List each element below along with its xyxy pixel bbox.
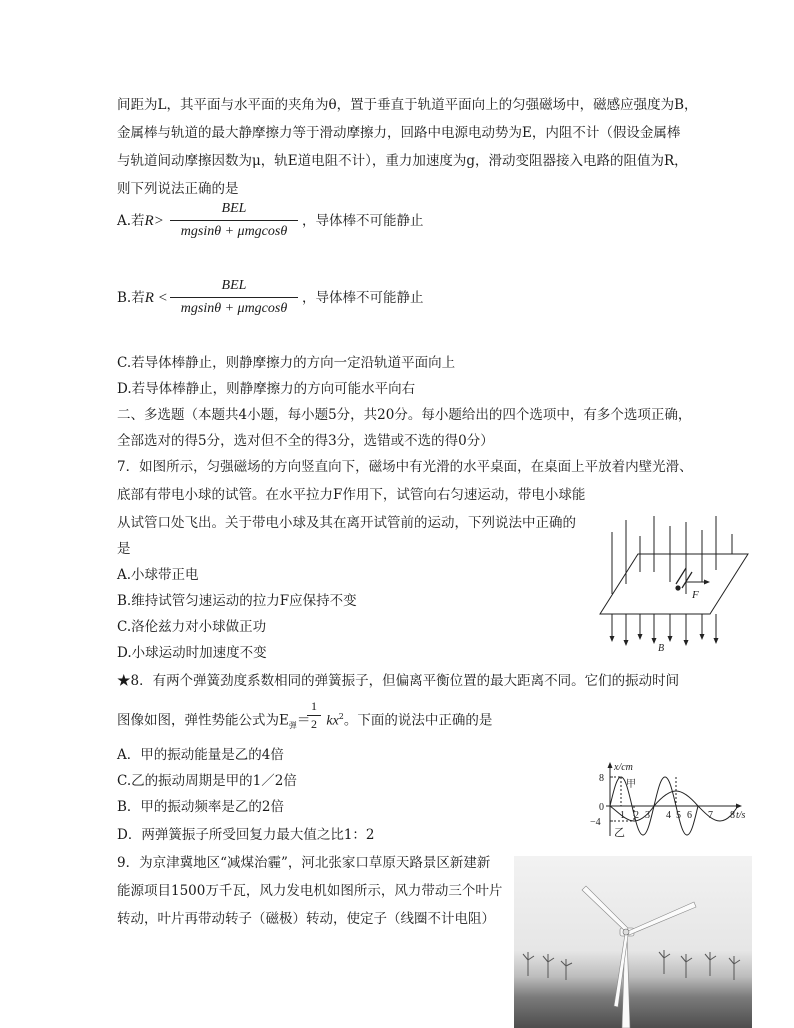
t-tick-5: 5 [676,810,681,821]
y-axis-arrow [608,762,613,768]
q7-option-c: C.洛伦兹力对小球做正功 [117,619,267,635]
q6-a-prefix: A.若 [117,213,145,229]
fraction-bar [170,297,298,298]
label-jia: 甲 [626,779,636,790]
section2-line-2: 全部选对的得5分，选对但不全的得3分，选错或不选的得0分） [117,433,494,449]
q7-stem-line-2: 底部有带电小球的试管。在水平拉力F作用下，试管向右匀速运动，带电小球能 [117,487,586,503]
q6-option-d: D.若导体棒静止，则静摩擦力的方向可能水平向右 [117,381,416,397]
t-tick-6: 6 [687,810,692,821]
t-tick-4: 4 [666,810,671,821]
q6-b-suffix: ，导体棒不可能静止 [302,290,424,306]
tick-8 [610,777,613,778]
tick-neg4 [610,821,613,822]
t-tick-3: 3 [645,810,650,821]
q6-a-fraction [170,201,298,240]
q8-half-fraction [307,700,321,731]
q6-b-fraction [170,278,298,317]
wind-turbine-icon [514,856,752,1028]
q6-option-c: C.若导体棒静止，则静摩擦力的方向一定沿轨道平面向上 [117,355,456,371]
q8-formula-subscript: 弹 [288,721,297,731]
q8-formula-kx: kx [326,713,339,729]
field-label: B [658,643,665,652]
y-tick-neg4: −4 [590,817,601,828]
charged-ball [675,585,680,590]
fraction-bar [170,220,298,221]
q8-half-numerator: 1 [311,699,317,713]
q8-formula-suffix: 。下面的说法中正确的是 [343,712,493,729]
q7-option-d: D.小球运动时加速度不变 [117,645,267,661]
q6-stem-line-4: 则下列说法正确的是 [117,181,239,197]
q8-option-b: B．甲的振动频率是乙的2倍 [117,799,285,815]
t-axis-arrow [736,804,742,809]
q7-option-b: B.维持试管匀速运动的拉力F应保持不变 [117,593,357,609]
q8-vibration-graph [588,760,754,842]
q6-a-numerator: BEL [221,201,247,216]
q6-b-denominator: mgsinθ + μmgcosθ [180,301,288,316]
q8-half-denominator: 2 [311,717,317,731]
q8-option-c: C.乙的振动周期是甲的1／2倍 [117,773,297,789]
q6-b-prefix: B.若 [117,290,145,306]
q8-formula-equals: ＝ [296,712,311,729]
q7-stem-line-1: 7．如图所示，匀强磁场的方向竖直向下，磁场中有光滑的水平桌面，在桌面上平放着内壁光滑、 [117,459,693,475]
q8-stem-line-2 [117,708,492,735]
q9-stem-line-1: 9．为京津冀地区“减煤治霾”，河北张家口草原天路景区新建新 [117,855,491,871]
t-tick-2: 2 [634,810,639,821]
q6-option-b [117,289,168,307]
q9-stem-line-2: 能源项目1500万千瓦，风力发电机如图所示，风力带动三个叶片 [117,883,503,899]
q6-stem-line-2: 金属棒与轨道的最大静摩擦力等于滑动摩擦力，回路中电源电动势为E，内阻不计（假设金属棒 [117,125,681,141]
table-surface [600,554,748,614]
t-tick-1: 1 [620,810,625,821]
q6-b-numerator: BEL [221,278,247,293]
q9-stem-line-3: 转动，叶片再带动转子（磁极）转动，使定子（线圈不计电阻） [117,911,495,927]
q8-formula-square: 2 [338,712,344,721]
section2-line-1: 二、多选题（本题共4小题，每小题5分，共20分。每小题给出的四个选项中，有多个选项正确， [117,407,692,423]
q8-option-a: A．甲的振动能量是乙的4倍 [117,747,284,763]
q6-a-suffix: ，导体棒不可能静止 [302,213,424,229]
q6-stem-line-1: 间距为L，其平面与水平面的夹角为θ，置于垂直于轨道平面向上的匀强磁场中，磁感应强度为B， [117,97,698,113]
force-label: F [692,589,699,601]
q7-stem-line-3: 从试管口处飞出。关于带电小球及其在离开试管前的运动，下列说法中正确的 [117,515,576,531]
q7-stem-line-4: 是 [117,541,131,557]
q6-a-relation: R> [144,213,164,229]
q6-b-relation: R < [144,290,168,306]
y-tick-8: 8 [599,773,604,784]
t-tick-8: 8 [730,810,735,821]
q7-option-a: A.小球带正电 [117,567,199,583]
q8-option-d: D．两弹簧振子所受回复力最大值之比1：2 [117,827,375,843]
q8-formula-prefix: 图像如图，弹性势能公式为E [117,712,289,729]
q6-a-denominator: mgsinθ + μmgcosθ [180,224,288,239]
t-tick-7: 7 [708,810,713,821]
q6-stem-line-3: 与轨道间动摩擦因数为μ，轨E道电阻不计），重力加速度为g，滑动变阻器接入电路的阻值为R， [117,153,688,169]
q6-option-a [117,212,164,230]
fraction-bar [307,715,321,716]
y-axis-label: x/cm [614,762,633,773]
t-axis-label: t/s [736,810,746,821]
wind-turbine-photo [514,856,752,1028]
q8-stem-line-1: ★8．有两个弹簧劲度系数相同的弹簧振子，但偏离平衡位置的最大距离不同。它们的振动时间 [117,673,680,689]
y-tick-0: 0 [599,802,604,813]
q7-magnetic-field-figure [596,512,758,652]
label-yi: 乙 [614,826,625,839]
